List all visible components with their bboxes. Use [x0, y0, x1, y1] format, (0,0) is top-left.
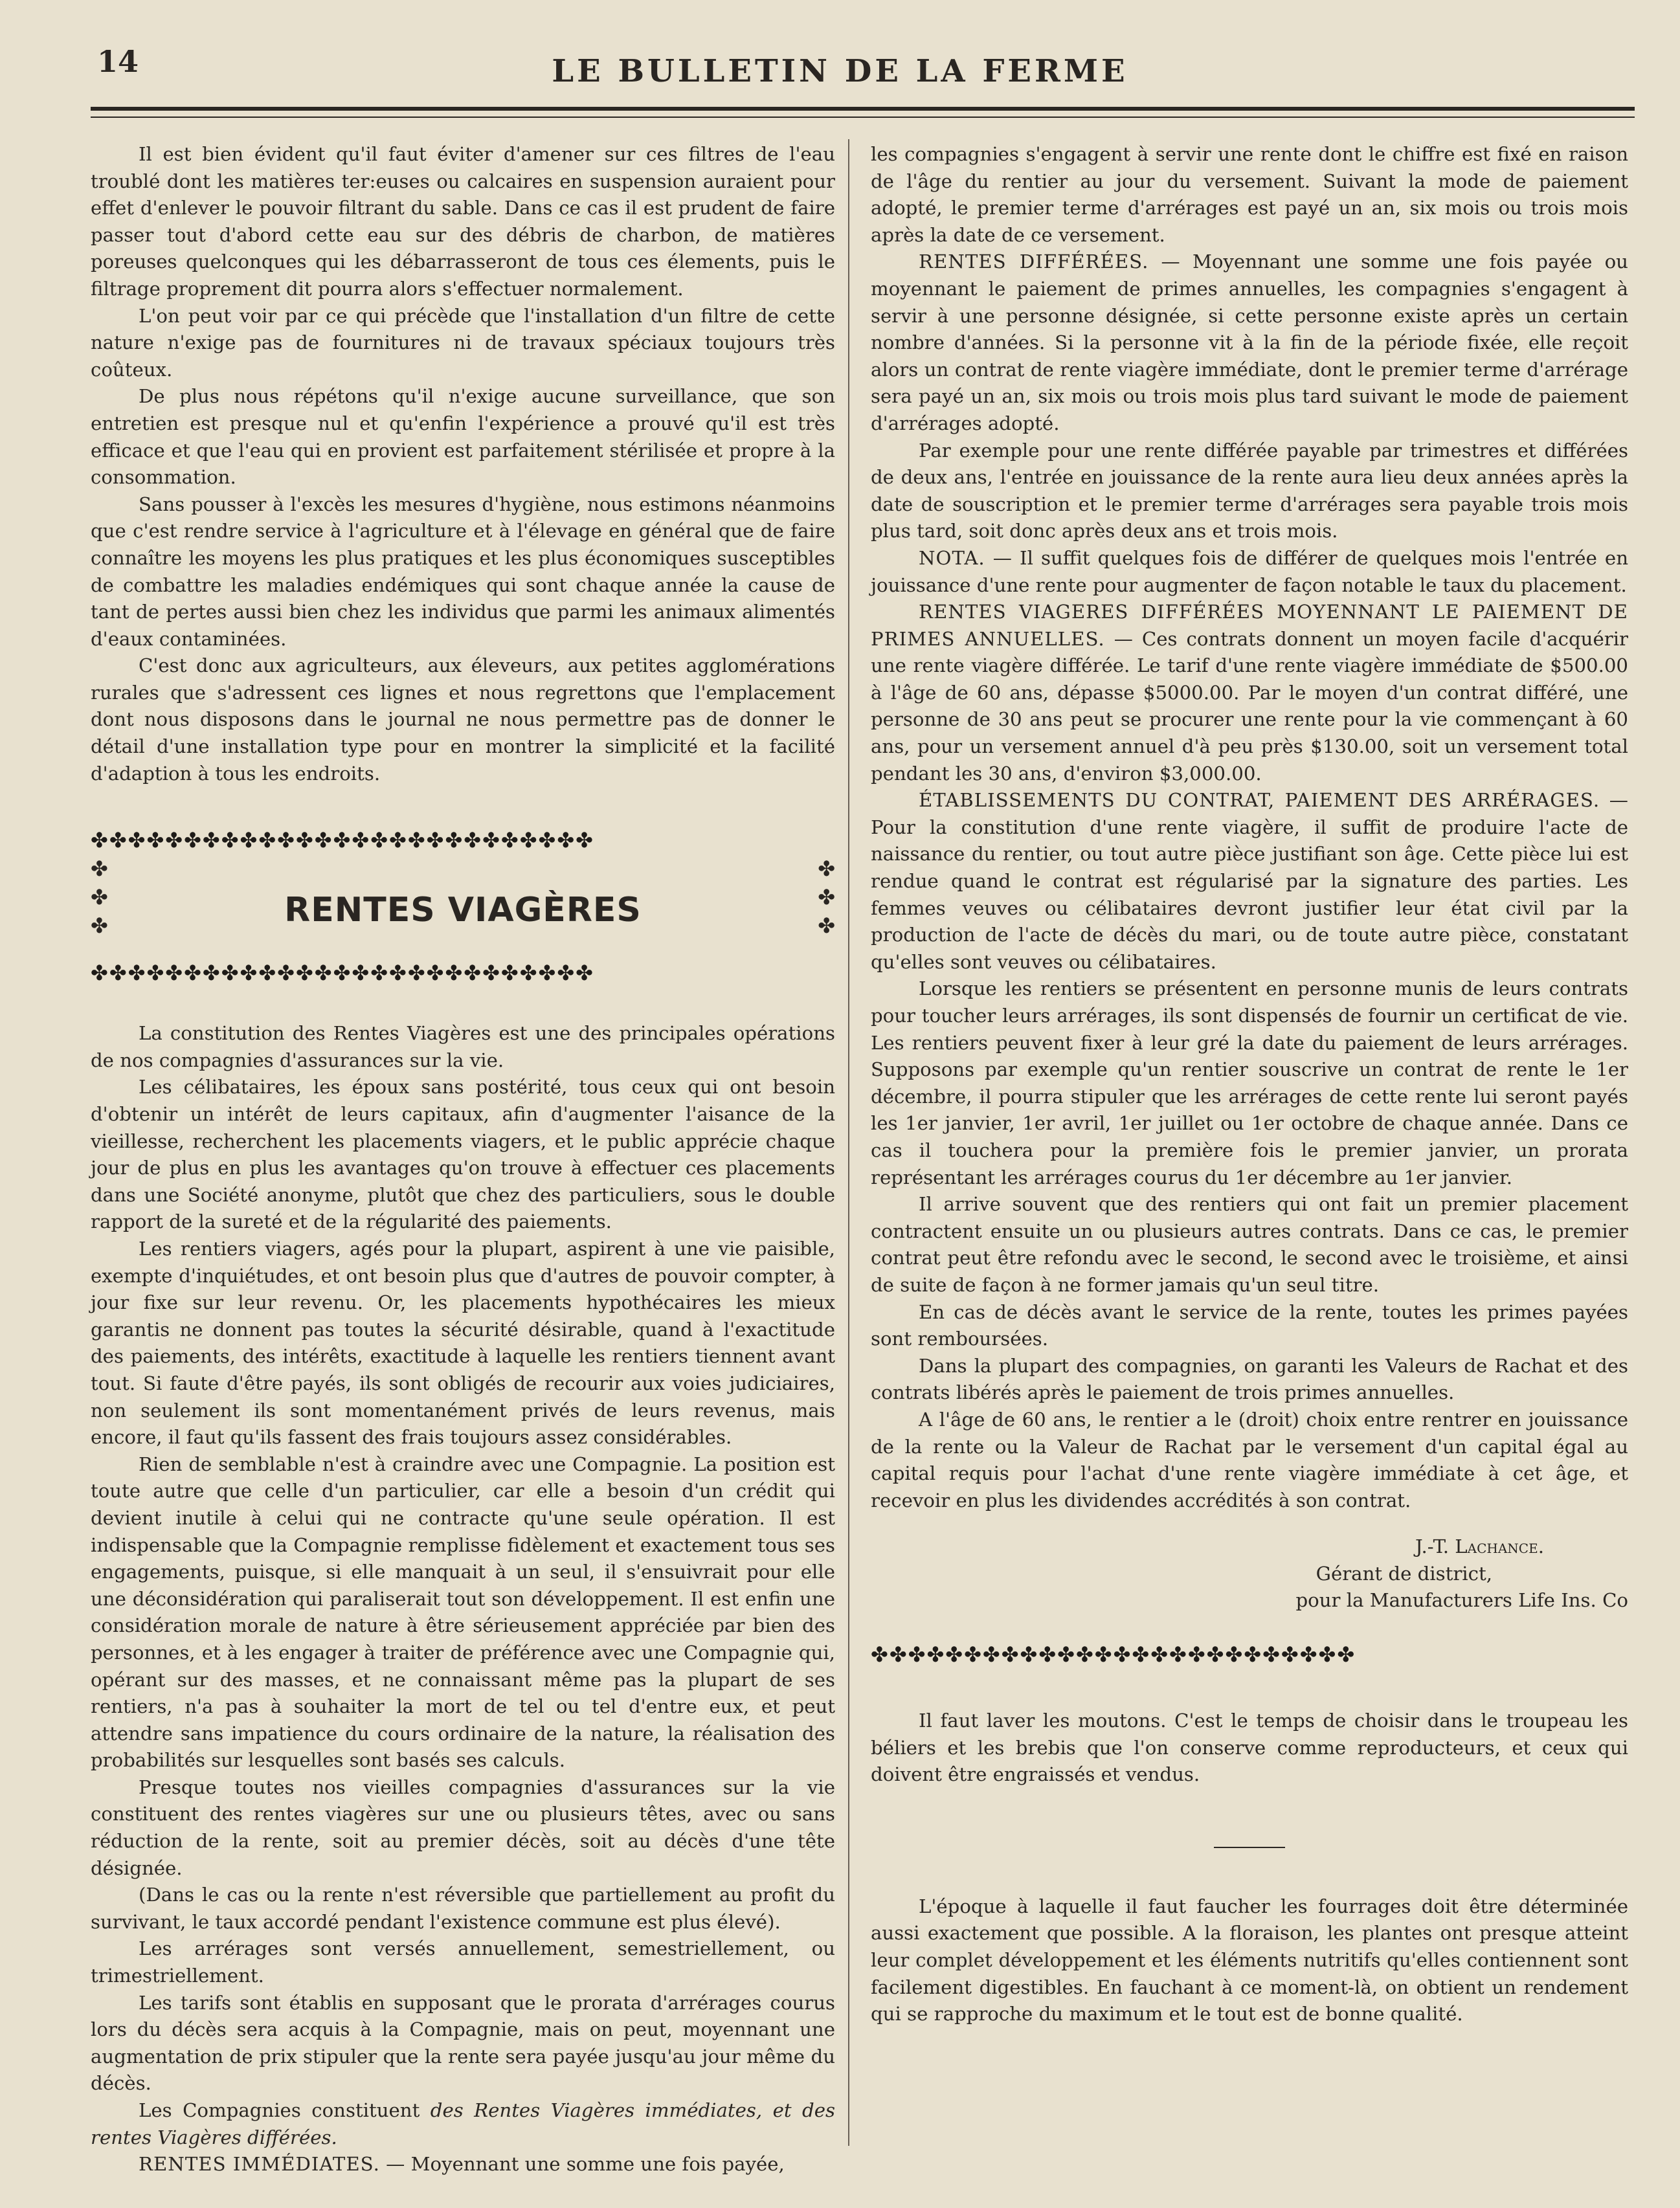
text-run: — Moyennant une somme une fois payée ou moyennant le paiement de primes annuelles, les compagnies s'engagent à servir à une personne désignée, si cette personne existe après un certain nombre d'années. Si la personne vit à la fin de la période fixée, elle reçoit alors un contrat de rente viagère immédiate, dont le premier terme d'arrérage sera payé un an, six mois ou trois mois plus tard suivant le mode de paiement d'arrérages adopté. — [871, 251, 1628, 434]
ornament-glyph: ✤ — [91, 913, 108, 939]
header-rule — [91, 107, 1635, 111]
paragraph — [91, 2151, 835, 2178]
paragraph: Les célibataires, les époux sans postérité, tous ceux qui ont besoin d'obtenir un intérêt de leurs capitaux, afin d'augmenter l'aisance de la vieillesse, recherchent les placements viagers, et le public apprécie chaque jour de plus en plus les avantages qu'on trouve à effectuer ces placements dans une Société anonyme, plutôt que chez des particuliers, sous le double rapport de la sureté et de la régularité des paiements. — [91, 1076, 835, 1233]
subheading: RENTES VIAGERES DIFFÉRÉES MOYENNANT LE PAIEMENT DE PRIMES ANNUELLES. — [871, 601, 1628, 650]
ornament-glyph: ✤ — [818, 856, 835, 882]
ornament-border-bottom: ✤✤✤✤✤✤✤✤✤✤✤✤✤✤✤✤✤✤✤✤✤✤✤✤✤✤✤ — [91, 961, 594, 986]
paragraph: L'époque à laquelle il faut faucher les fourrages doit être déterminée aussi exactement que possible. A la floraison, les plantes ont presque atteint leur complet développement et les éléments nutritifs qu'elles contiennent sont facilement digestibles. En fauchant à ce moment-là, on obtient un rendement qui se rapproche du maximum et le tout est de bonne qualité. — [871, 1895, 1628, 2025]
short-rule — [1214, 1847, 1285, 1848]
section-title: RENTES VIAGÈRES — [284, 891, 642, 930]
paragraph: Presque toutes nos vieilles compagnies d'assurances sur la vie constituent des rentes viagères sur une ou plusieurs têtes, avec ou sans réduction de la rente, soit au premier décès, soit au décès d'une tête désignée. — [91, 1776, 835, 1879]
ornament-glyph: ✤ — [818, 885, 835, 910]
paragraph: La constitution des Rentes Viagères est une des principales opérations de nos compagnies d'assurances sur la vie. — [91, 1022, 835, 1071]
paragraph: (Dans le cas ou la rente n'est réversible que partiellement au profit du survivant, le taux accordé pendant l'existence commune est plus élevé). — [91, 1884, 835, 1933]
italic-text: des Rentes Viagères immédiates, et des rentes Viagères différées. — [91, 2099, 835, 2148]
text-run: Les Compagnies constituent — [139, 2099, 431, 2121]
paragraph: En cas de décès avant le service de la rente, toutes les primes payées sont remboursées. — [871, 1300, 1628, 1350]
paragraph: Lorsque les rentiers se présentent en personne munis de leurs contrats pour toucher leurs arrérages, ils sont dispensés de fournir un certificat de vie. Les rentiers peuvent fixer à leur gré la date du paiement de leurs arrérages. Supposons par exemple qu'un rentier souscrive un contrat de rente le 1er décembre, il pourra stipuler que les arrérages de cette rente lui seront payés les 1er janvier, 1er avril, 1er juillet ou 1er octobre de chaque année. Dans ce cas il touchera pour la première fois le premier janvier, un prorata représentant les arrérages courus du 1er décembre au 1er janvier. — [871, 977, 1628, 1188]
ornament-glyph: ✤ — [818, 913, 835, 939]
page-number: 14 — [97, 44, 139, 79]
signature-role: Gérant de district, — [1316, 1562, 1492, 1585]
ornament-border-top: ✤✤✤✤✤✤✤✤✤✤✤✤✤✤✤✤✤✤✤✤✤✤✤✤✤✤✤ — [91, 828, 594, 853]
page-header — [0, 0, 1680, 136]
paragraph: C'est donc aux agriculteurs, aux éleveurs, aux petites agglomérations rurales que s'adressent ces lignes et nous regrettons que l'emplacement dont nous disposons dans le journal ne nous permettre pas de donner le détail d'une installation type pour en montrer la simplicité et la facilité d'adaption à tous les endroits. — [91, 654, 835, 785]
paragraph — [871, 545, 1628, 599]
subheading: NOTA. — [919, 546, 985, 569]
paragraph: Les arrérages sont versés annuellement, semestriellement, ou trimestriellement. — [91, 1937, 835, 1987]
left-column — [91, 141, 835, 2178]
ornament-glyph: ✤ — [91, 856, 108, 882]
paragraph: Il est bien évident qu'il faut éviter d'amener sur ces filtres de l'eau troublé dont les matières ter:euses ou calcaires en suspension auraient pour effet d'enlever le pouvoir filtrant du sable. Dans ce cas il est prudent de faire passer tout d'abord cette eau sur des débris de charbon, de matières poreuses quelconques qui les débarrasseront de tous ces élements, puis le filtrage proprement dit pourra alors s'effectuer normalement. — [91, 143, 835, 300]
paragraph: Sans pousser à l'excès les mesures d'hygiène, nous estimons néanmoins que c'est rendre service à l'agriculture et à l'élevage en général que de faire connaître les moyens les plus pratiques et les plus économiques susceptibles de combattre les maladies endémiques qui sont chaque année la cause de tant de pertes aussi bien chez les individus que parmi les animaux alimentés d'eaux contaminées. — [91, 493, 835, 650]
paragraph: Dans la plupart des compagnies, on garanti les Valeurs de Rachat et des contrats libérés après le paiement de trois primes annuelles. — [871, 1354, 1628, 1404]
paragraph: De plus nous répétons qu'il n'exige aucune surveillance, que son entretien est presque nul et qu'enfin l'expérience a prouvé qu'il est très efficace et que l'eau qui en provient est parfaitement stérilisée et propre à la consommation. — [91, 385, 835, 489]
paragraph — [871, 787, 1628, 976]
column-divider — [848, 139, 849, 2146]
signature-block — [871, 1533, 1628, 1614]
running-title: LE BULLETIN DE LA FERME — [552, 53, 1128, 89]
paragraph — [91, 2097, 835, 2151]
paragraph: Les tarifs sont établis en supposant que le prorata d'arrérages courus lors du décès sera acquis à la Compagnie, mais on peut, moyennant une augmentation de prix stipuler que la rente sera payée jusqu'au jour même du décès. — [91, 1991, 835, 2095]
ornament-glyph: ✤ — [91, 885, 108, 910]
subheading: RENTES DIFFÉRÉES. — [919, 251, 1149, 273]
paragraph: les compagnies s'engagent à servir une rente dont le chiffre est fixé en raison de l'âge du rentier au jour du versement. Suivant la mode de paiement adopté, le premier terme d'arrérages est payé un an, six mois ou trois mois après la date de ce versement. — [871, 143, 1628, 246]
section-title-box — [91, 826, 835, 994]
paragraph — [871, 249, 1628, 437]
subheading: ÉTABLISSEMENTS DU CONTRAT, PAIEMENT DES ARRÉRAGES. — [919, 789, 1600, 812]
paragraph: L'on peut voir par ce qui précède que l'installation d'un filtre de cette nature n'exige pas de fournitures ni de travaux spéciaux toujours très coûteux. — [91, 304, 835, 381]
header-rule-thin — [91, 117, 1635, 118]
paragraph: Rien de semblable n'est à craindre avec une Compagnie. La position est toute autre que celle d'un particulier, car elle a besoin d'un crédit qui devient inutile à celui qui ne contracte qu'une seule opération. Il est indispensable que la Compagnie remplisse fidèlement et exactement tous ses engagements, puisque, si elle manquait à un seul, il s'ensuivrait pour elle une déconsidération qui paraliserait tout son développement. Il est enfin une considération morale de nature à être sérieusement appréciée par bien des personnes, et à les engager à traiter de préférence avec une Compagnie qui, opérant sur des masses, et ne connaissant même pas la plupart de ses rentiers, n'a pas à souhaiter la mort de tel ou tel d'entre eux, et peut attendre sans impatience du cours ordinaire de la nature, la réalisation des probabilités sur lesquelles sont basés ses calculs. — [91, 1453, 835, 1772]
ornament-separator: ✤✤✤✤✤✤✤✤✤✤✤✤✤✤✤✤✤✤✤✤✤✤✤✤✤✤ — [871, 1642, 1356, 1667]
paragraph: A l'âge de 60 ans, le rentier a le (droit) choix entre rentrer en jouissance de la rente ou la Valeur de Rachat par le versement d'un capital égal au capital requis pour l'achat d'une rente viagère immédiate à cet âge, et recevoir en plus les dividendes accrédités à son contrat. — [871, 1408, 1628, 1511]
right-column — [871, 141, 1628, 2028]
text-run: — Moyennant une somme une fois payée, — [379, 2153, 785, 2176]
paragraph: Les rentiers viagers, agés pour la plupart, aspirent à une vie paisible, exempte d'inquiétudes, et ont besoin plus que d'autres de pouvoir compter, à jour fixe sur leur revenu. Or, les placements hypothécaires les mieux garantis ne donnent pas toutes la sécurité désirable, quand à l'exactitude des paiements, des intérêts, exactitude à laquelle les rentiers tiennent avant tout. Si faute d'être payés, ils sont obligés de recourir aux voies judiciaires, non seulement ils sont momentanément privés de leurs revenus, mais encore, il faut qu'ils fassent des frais toujours assez considérables. — [91, 1238, 835, 1449]
paragraph: Il arrive souvent que des rentiers qui ont fait un premier placement contractent ensuite un ou plusieurs autres contrats. Dans ce cas, le premier contrat peut être refondu avec le second, le second avec le troisième, et ainsi de suite de façon à ne former jamais qu'un seul titre. — [871, 1193, 1628, 1296]
subheading: RENTES IMMÉDIATES. — [139, 2153, 380, 2176]
paragraph: Par exemple pour une rente différée payable par trimestres et différées de deux ans, l'entrée en jouissance de la rente aura lieu deux années après la date de souscription et le premier terme d'arrérages sera payable trois mois plus tard, soit donc après deux ans et trois mois. — [871, 439, 1628, 542]
paragraph — [871, 599, 1628, 787]
signature-name-text: J.-T. Lachance. — [1415, 1535, 1544, 1558]
paragraph: Il faut laver les moutons. C'est le temps de choisir dans le troupeau les béliers et les brebis que l'on conserve comme reproducteurs, et ceux qui doivent être engraissés et vendus. — [871, 1710, 1628, 1786]
text-run: — Ces contrats donnent un moyen facile d'acquérir une rente viagère différée. Le tarif d'une rente viagère immédiate de $500.00 à l'âge de 60 ans, dépasse $5000.00. Par le moyen d'un contrat différé, une personne de 30 ans peut se procurer une rente pour la vie commençant à 60 ans, pour un versement annuel d'à peu près $130.00, soit un versement total pendant les 30 ans, d'environ $3,000.00. — [871, 627, 1628, 785]
text-run: — Pour la constitution d'une rente viagère, il suffit de produire l'acte de naissance du rentier, ou tout autre pièce justifiant son âge. Cette pièce lui est rendue quand le contrat est régularisé par la signature des parties. Les femmes veuves ou célibataires devront justifier leur état civil par la production de l'acte de décès du mari, ou de toute autre pièce, constatant qu'elles sont veuves ou célibataires. — [871, 789, 1628, 973]
signature-name — [871, 1533, 1628, 1561]
signature-company: pour la Manufacturers Life Ins. Co — [1295, 1589, 1628, 1612]
text-run: — Il suffit quelques fois de différer de quelques mois l'entrée en jouissance d'une rente pour augmenter de façon notable le taux du placement. — [871, 546, 1628, 596]
